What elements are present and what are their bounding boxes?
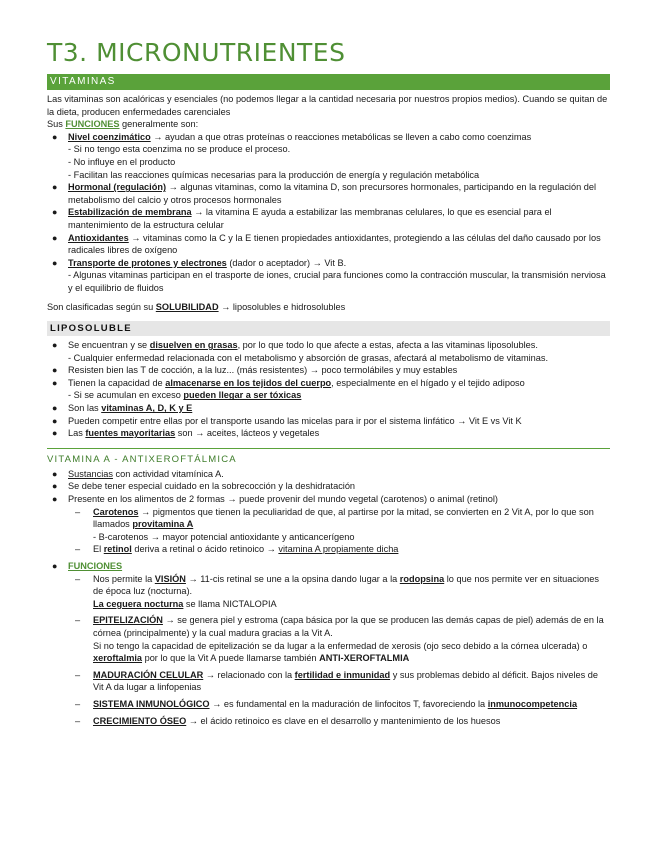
- list-subitem: - Algunas vitaminas participan en el trasporte de iones, crucial para funciones como la contracción muscular, la transmisión nerviosa y el equilibrio de fluidos: [68, 270, 606, 293]
- function-item-epitelizacion-extra: Si no tengo la capacidad de epitelización se da lugar a la enfermedad de xerosis (ojo seco debido a la córnea ulcerada) o xeroftalmia por lo que la Vit A puede llamarse también ANTI-XEROFTALMIA: [93, 640, 588, 664]
- list-item: ● Son las vitaminas A, D, K y E: [52, 403, 193, 414]
- list-subitem: – Carotenos → pigmentos que tienen la peculiaridad de que, al partirse por la mitad, se convierten en 2 Vit A, por lo que son llamados provitamina A: [75, 506, 594, 530]
- list-item: ● Se debe tener especial cuidado en la sobrecocción y la deshidratación: [52, 481, 356, 492]
- function-item-vision-extra: La ceguera nocturna se llama NICTALOPIA: [93, 598, 277, 609]
- list-item: ● Estabilización de membrana → la vitamina E ayuda a estabilizar las membranas celulares, lo que es esencial para el mantenimiento de la estructura celular: [52, 207, 552, 230]
- list-item: ● Transporte de protones y electrones (dador o aceptador) → Vit B.: [52, 257, 347, 268]
- list-item: ● Hormonal (regulación) → algunas vitaminas, como la vitamina D, son precursores hormonales, participando en la regulación del metabolismo del calcio y otros procesos hormonales: [52, 182, 597, 205]
- list-subitem: – El retinol deriva a retinal o ácido retinoico → vitamina A propiamente dicha: [75, 544, 399, 555]
- list-item: ● Nivel coenzimático → ayudan a que otras proteínas o reacciones metabólicas se lleven a cabo como coenzimas: [52, 131, 532, 142]
- vitamina-a-funciones: [47, 560, 610, 727]
- vitamina-a-list: [47, 468, 610, 556]
- list-subitem: - B-carotenos → mayor potencial antioxidante y anticancerígeno: [93, 531, 355, 542]
- document-page: [47, 38, 610, 727]
- function-item-epitelizacion: – EPITELIZACIÓN → se genera piel y estroma (capa básica por la que se producen las demás capas de piel) además de en la córnea (principalmente) y la cual madura gracias a la Vit A.: [75, 615, 604, 638]
- page-title: T3. MICRONUTRIENTES: [47, 38, 346, 67]
- list-item: ● Antioxidantes → vitaminas como la C y la E tienen propiedades antioxidantes, protegiendo a las células del daño causado por los radicales libres de oxígeno: [52, 232, 601, 256]
- section-bar-vitaminas: VITAMINAS: [47, 74, 610, 90]
- liposoluble-list: [47, 339, 610, 440]
- list-item: ● Presente en los alimentos de 2 formas → puede provenir del mundo vegetal (carotenos) o animal (retinol): [52, 494, 498, 505]
- funciones-intro: Sus FUNCIONES generalmente son:: [47, 119, 199, 130]
- list-subitem: - Facilitan las reacciones químicas necesarias para la producción de energía y regulación metabólica: [68, 169, 480, 180]
- list-subitem: - Si se acumulan en exceso pueden llegar a ser tóxicas: [68, 390, 302, 401]
- funciones-list: [47, 131, 610, 295]
- function-item-inmunologico: – SISTEMA INMUNOLÓGICO → es fundamental en la maduración de linfocitos T, favoreciendo la inmunocompetencia: [75, 698, 578, 709]
- list-item: ● Las fuentes mayoritarias son → aceites, lácteos y vegetales: [52, 428, 320, 439]
- list-item: ● FUNCIONES: [52, 561, 123, 571]
- list-item: ● Resisten bien las T de cocción, a la luz... (más resistentes) → poco termolábiles y muy estables: [52, 365, 458, 376]
- list-item: ● Tienen la capacidad de almacenarse en los tejidos del cuerpo, especialmente en el hígado y el tejido adiposo: [52, 377, 525, 388]
- list-subitem: - No influye en el producto: [68, 156, 176, 167]
- function-item-maduracion: – MADURACIÓN CELULAR → relacionado con la fertilidad e inmunidad y sus problemas debido al déficit. Bajos niveles de Vit A da lugar a linfopenias: [75, 669, 598, 693]
- list-item: ● Pueden competir entre ellas por el transporte usando las micelas para ir por el sistema linfático → Vit E vs Vit K: [52, 415, 522, 426]
- list-subitem: - Cualquier enfermedad relacionada con el metabolismo y absorción de grasas, afectará al metabolismo de vitaminas.: [68, 352, 549, 363]
- intro-paragraph: Las vitaminas son acalóricas y esenciales (no podemos llegar a la cantidad necesaria por nuestros propios medios). Cuando se quitan de la dieta, producen enfermedades carenciales: [47, 94, 608, 117]
- clasificacion-line: Son clasificadas según su SOLUBILIDAD → liposolubles e hidrosolubles: [47, 301, 346, 312]
- function-item-vision: – Nos permite la VISIÓN → 11-cis retinal se une a la opsina dando lugar a la rodopsina lo que nos permite ver en situaciones de época luz (nocturna).: [75, 573, 599, 597]
- list-subitem: - Si no tengo esta coenzima no se produce el proceso.: [68, 144, 291, 155]
- list-item: ● Se encuentran y se disuelven en grasas, por lo que todo lo que afecte a estas, afecta a las vitaminas liposolubles.: [52, 340, 538, 351]
- function-item-crecimiento: – CRECIMIENTO ÓSEO → el ácido retinoico es clave en el desarrollo y mantenimiento de los huesos: [75, 715, 501, 726]
- section-bar-liposoluble: LIPOSOLUBLE: [47, 321, 610, 336]
- list-item: ● Sustancias con actividad vitamínica A.: [52, 468, 224, 479]
- subsection-heading-vitamina-a: VITAMINA A - ANTIXEROFTÁLMICA: [47, 448, 610, 466]
